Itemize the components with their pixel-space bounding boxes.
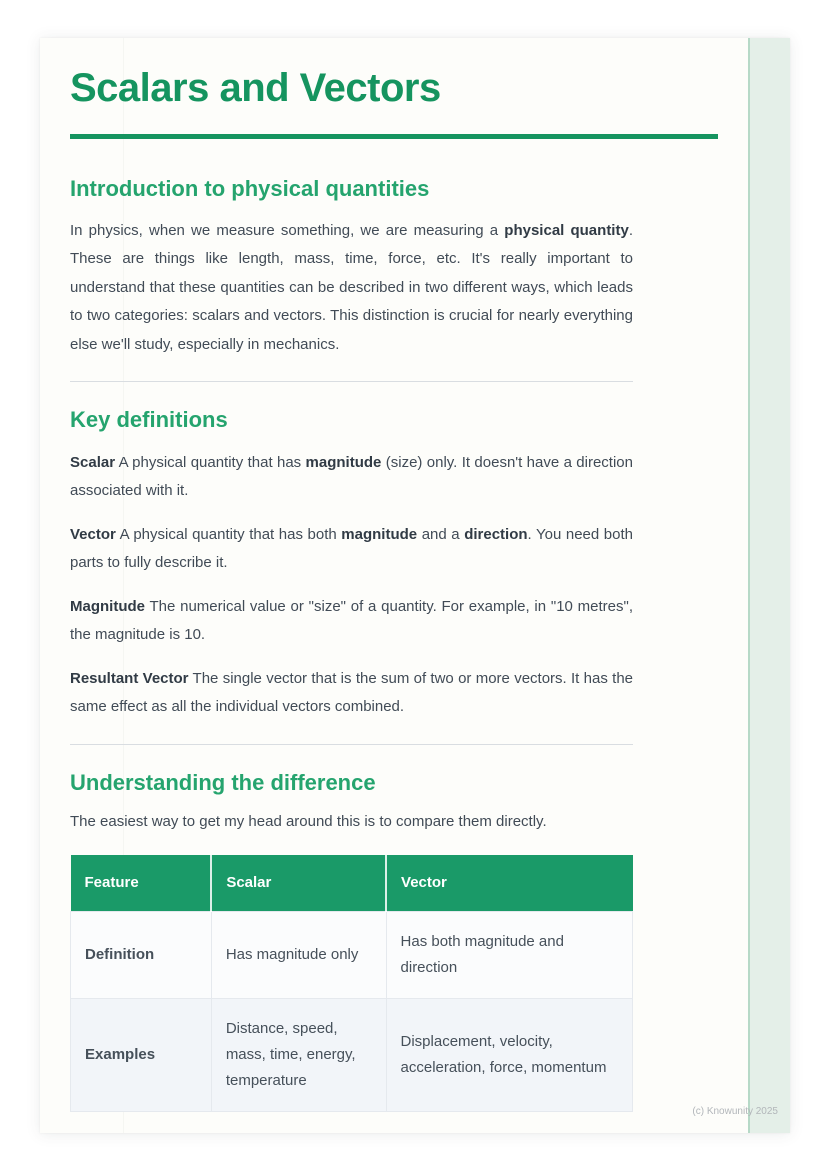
page-title: Scalars and Vectors	[70, 66, 441, 110]
definition-magnitude: Magnitude The numerical value or "size" of a quantity. For example, in "10 metres", the magnitude is 10.	[70, 597, 633, 643]
definition-scalar: Scalar A physical quantity that has magnitude (size) only. It doesn't have a direction associated with it.	[70, 453, 633, 499]
copyright-watermark: (c) Knowunity 2025	[692, 1106, 778, 1117]
comparison-table	[70, 855, 633, 1112]
section-heading-definitions: Key definitions	[70, 407, 228, 432]
table-header-vector: Vector	[386, 855, 632, 912]
table-header-feature: Feature	[71, 855, 212, 912]
section-divider	[70, 381, 633, 382]
section-heading-difference: Understanding the difference	[70, 769, 376, 795]
page-content	[70, 38, 718, 1112]
table-cell-feature: Examples	[71, 998, 212, 1111]
table-cell-vector: Has both magnitude and direction	[386, 911, 632, 998]
document-page	[40, 38, 790, 1133]
section-divider	[70, 744, 633, 745]
section-heading-introduction: Introduction to physical quantities	[70, 176, 430, 201]
table-header-row	[71, 855, 633, 912]
table-row	[71, 911, 633, 998]
title-underline-rule	[70, 134, 718, 139]
right-margin-stripe	[748, 38, 790, 1133]
table-header-scalar: Scalar	[211, 855, 386, 912]
table-row	[71, 998, 633, 1111]
table-cell-vector: Displacement, velocity, acceleration, force, momentum	[386, 998, 632, 1111]
table-cell-scalar: Has magnitude only	[211, 911, 386, 998]
definition-resultant-vector: Resultant Vector The single vector that is the sum of two or more vectors. It has the same effect as all the individual vectors combined.	[70, 669, 634, 715]
difference-lead-text: The easiest way to get my head around this is to compare them directly.	[70, 813, 547, 830]
definition-vector: Vector A physical quantity that has both magnitude and a direction. You need both parts to fully describe it.	[70, 525, 633, 571]
table-cell-feature: Definition	[71, 911, 212, 998]
intro-paragraph: In physics, when we measure something, we are measuring a physical quantity. These are things like length, mass, time, force, etc. It's really important to understand that these quantities can be described in two different ways, which leads to two categories: scalars and vectors. This distinction is crucial for nearly everything else we'll study, especially in mechanics.	[70, 221, 633, 353]
table-cell-scalar: Distance, speed, mass, time, energy, temperature	[211, 998, 386, 1111]
